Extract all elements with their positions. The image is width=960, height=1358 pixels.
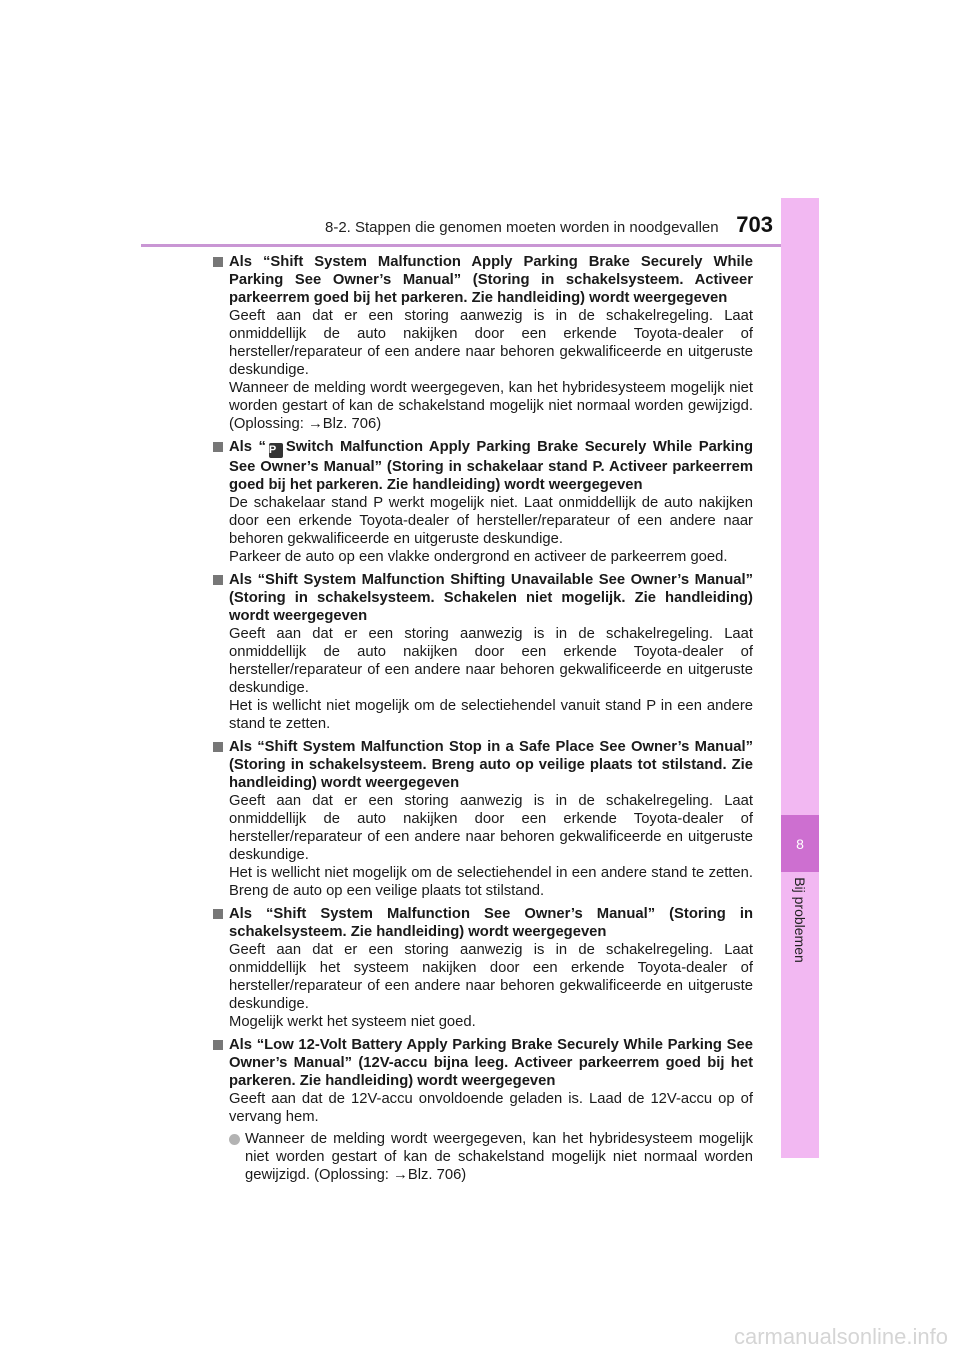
heading-prefix: Als “ [229,439,266,455]
square-bullet-icon [213,742,223,752]
section-heading: Als “Shift System Malfunction Apply Parking Brake Securely While Parking See Owner’s Manual” (Storing in schakelsysteem. Activeer parkeerrem goed bij het parkeren. Zie handleiding) wordt weergegeven [229,254,753,306]
section-heading: Als “Shift System Malfunction Shifting Unavailable See Owner’s Manual” (Storing in schakelsysteem. Schakelen niet mogelijk. Zie handleiding) wordt weergegeven [229,572,753,624]
section [213,571,753,733]
sub-item [229,1130,753,1184]
chapter-number: 8 [796,835,804,852]
section-body: Geeft aan dat er een storing aanwezig is in de schakelregeling. Laat onmiddellijk het systeem nakijken door een erkende Toyota-dealer of hersteller/reparateur of een andere naar behoren gekwalificeerde en uitgeruste deskundige. Mogelijk werkt het systeem niet goed. [229,942,753,1030]
running-header: 8-2. Stappen die genomen moeten worden in noodgevallen [325,219,719,236]
square-bullet-icon [213,257,223,267]
section-body: Geeft aan dat er een storing aanwezig is in de schakelregeling. Laat onmiddellijk de auto nakijken door een erkende Toyota-dealer of hersteller/reparateur of een andere naar behoren gekwalificeerde en uitgeruste deskundige. Het is wellicht niet mogelijk om de selectiehendel in een andere stand te zetten. Breng de auto op een veilige plaats tot stilstand. [229,793,753,899]
chapter-sidebar [781,198,819,1158]
section [213,253,753,433]
square-bullet-icon [213,442,223,452]
section [213,905,753,1031]
section-heading: Als “Low 12-Volt Battery Apply Parking Brake Securely While Parking See Owner’s Manual” (12V-accu bijna leeg. Activeer parkeerrem goed bij het parkeren. Zie handleiding) wordt weergegeven [229,1037,753,1089]
heading-text: Switch Malfunction Apply Parking Brake Securely While Parking See Owner’s Manual” (Storing in schakelaar stand P. Activeer parkeerrem goed bij het parkeren. Zie handleiding) wordt weergegeven [229,439,753,493]
main-content [213,253,753,1189]
section-body: Geeft aan dat de 12V-accu onvoldoende geladen is. Laad de 12V-accu op of vervang hem. [229,1091,753,1125]
watermark: carmanualsonline.info [733,1324,948,1349]
sub-item-text: Wanneer de melding wordt weergegeven, kan het hybridesysteem mogelijk niet worden gestart of kan de schakelstand mogelijk niet normaal worden gewijzigd. (Oplossing: →Blz. 706) [245,1131,753,1183]
section-heading: Als “Shift System Malfunction Stop in a Safe Place See Owner’s Manual” (Storing in schakelsysteem. Breng auto op veilige plaats tot stilstand. Zie handleiding) wordt weergegeven [229,739,753,791]
section-body: Geeft aan dat er een storing aanwezig is in de schakelregeling. Laat onmiddellijk de auto nakijken door een erkende Toyota-dealer of hersteller/reparateur of een andere naar behoren gekwalificeerde en uitgeruste deskundige. Het is wellicht niet mogelijk om de selectiehendel vanuit stand P in een andere stand te zetten. [229,626,753,732]
square-bullet-icon [213,1040,223,1050]
chapter-label: Bij problemen [792,877,808,963]
park-p-icon: P [269,443,283,458]
page-number: 703 [736,212,773,237]
section-heading: Als “Shift System Malfunction See Owner’s Manual” (Storing in schakelsysteem. Zie handleiding) wordt weergegeven [229,906,753,940]
section-body: Geeft aan dat er een storing aanwezig is in de schakelregeling. Laat onmiddellijk de auto nakijken door een erkende Toyota-dealer of hersteller/reparateur of een andere naar behoren gekwalificeerde en uitgeruste deskundige. Wanneer de melding wordt weergegeven, kan het hybridesysteem mogelijk niet worden gestart of kan de schakelstand mogelijk niet normaal worden gewijzigd. (Oplossing: →Blz. 706) [229,308,753,432]
chapter-number-block [781,815,819,872]
circle-bullet-icon [229,1134,240,1145]
section-body: De schakelaar stand P werkt mogelijk niet. Laat onmiddellijk de auto nakijken door een erkende Toyota-dealer of hersteller/reparateur of een andere naar behoren gekwalificeerde en uitgeruste deskundige. Parkeer de auto op een vlakke ondergrond en activeer de parkeerrem goed. [229,495,753,565]
section-heading [229,438,753,494]
section [213,438,753,566]
section [213,738,753,900]
square-bullet-icon [213,575,223,585]
square-bullet-icon [213,909,223,919]
header-divider [141,244,819,247]
section [213,1036,753,1184]
